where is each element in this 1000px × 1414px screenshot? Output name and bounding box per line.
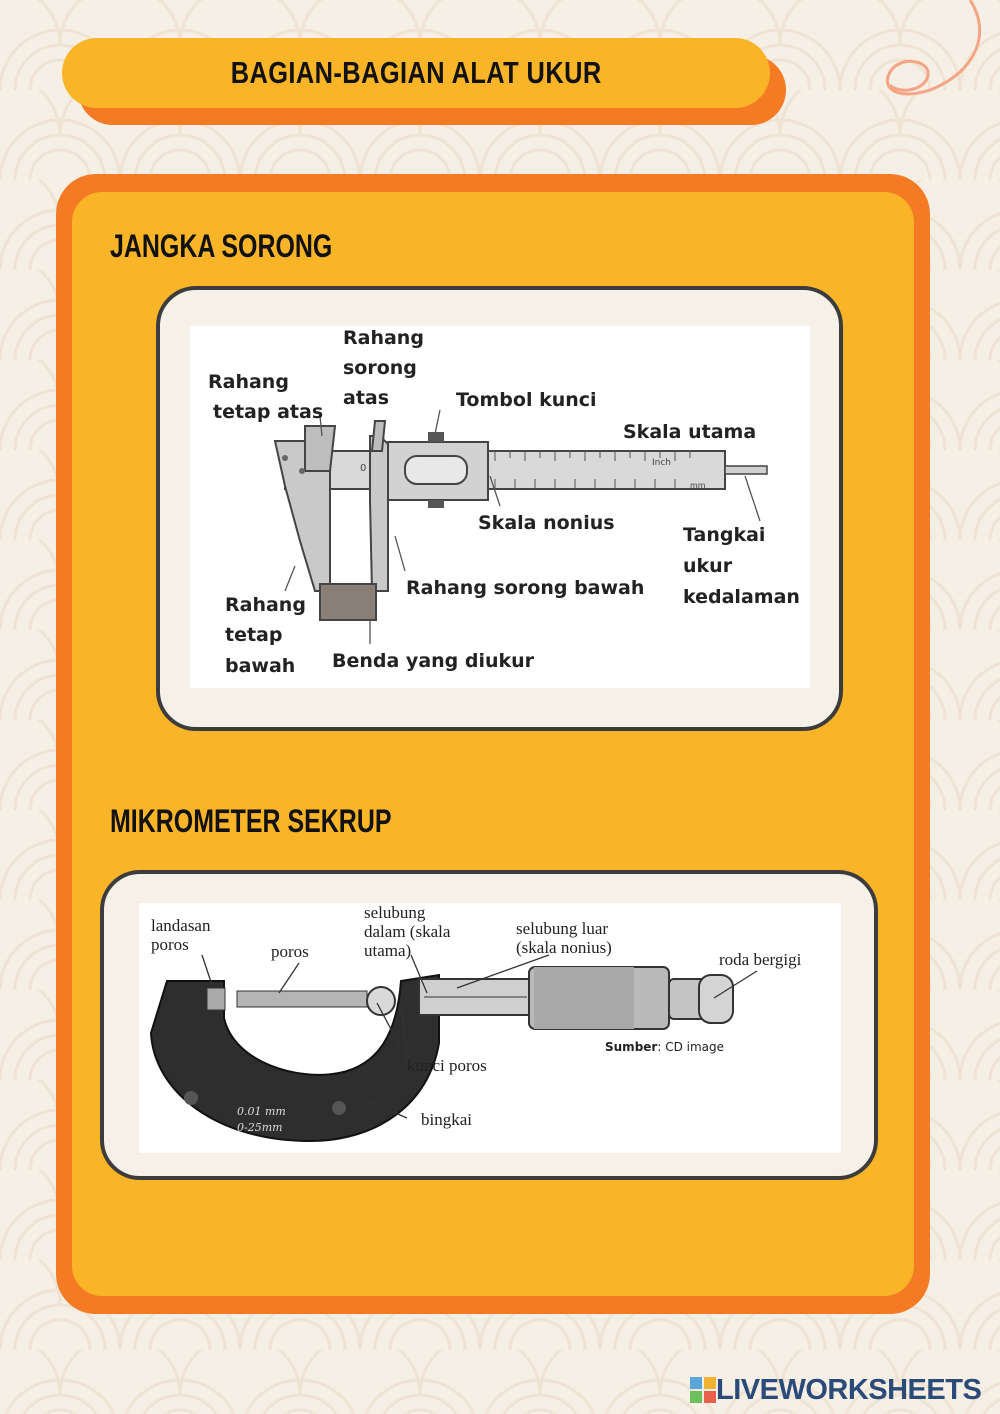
logo-grid-icon <box>690 1377 716 1403</box>
label-rahang-sorong-atas-1: Rahang <box>343 327 424 349</box>
label-tangkai-3: kedalaman <box>683 586 800 608</box>
swirl-decoration <box>870 0 1000 110</box>
label-selubung-dalam-1: selubung <box>364 903 426 922</box>
label-sumber-bold: Sumber <box>605 1040 658 1054</box>
frame-text-2: 0-25mm <box>237 1121 283 1134</box>
label-tangkai-1: Tangkai <box>683 524 766 546</box>
scale-zero-label: 0 <box>360 463 367 474</box>
label-selubung-luar-1: selubung luar <box>516 919 609 938</box>
label-tangkai-2: ukur <box>683 555 733 577</box>
micrometer-diagram <box>139 903 841 1153</box>
scale-mm-label: mm <box>690 481 706 490</box>
label-poros: poros <box>271 942 309 961</box>
page-title: BAGIAN-BAGIAN ALAT UKUR <box>230 55 602 90</box>
label-selubung-dalam-2: dalam (skala <box>364 922 451 941</box>
section-heading-jangka-sorong: JANGKA SORONG <box>110 228 333 264</box>
label-rahang-tetap-bawah-1: Rahang <box>225 594 306 616</box>
label-rahang-tetap-bawah-3: bawah <box>225 655 296 677</box>
liveworksheets-logo <box>690 1374 981 1406</box>
label-landasan-2: poros <box>151 935 189 954</box>
micrometer-illustration <box>139 903 841 1153</box>
scale-inch-label: Inch <box>652 458 672 468</box>
label-selubung-luar-2: (skala nonius) <box>516 938 612 957</box>
label-rahang-sorong-atas-3: atas <box>343 387 390 409</box>
svg-text:Sumber: CD image <box>605 1040 724 1054</box>
frame-text-1: 0.01 mm <box>237 1105 286 1118</box>
caliper-illustration <box>190 326 810 688</box>
label-benda: Benda yang diukur <box>332 650 535 672</box>
label-rahang-tetap-bawah-2: tetap <box>225 624 283 646</box>
label-skala-nonius: Skala nonius <box>478 512 615 534</box>
label-kunci-poros: kunci poros <box>407 1056 487 1075</box>
label-tombol-kunci: Tombol kunci <box>456 389 597 411</box>
label-rahang-sorong-atas-2: sorong <box>343 357 417 379</box>
title-bar <box>62 38 770 108</box>
label-sumber-rest: : CD image <box>657 1040 725 1054</box>
label-skala-utama: Skala utama <box>623 421 757 443</box>
caliper-diagram <box>190 326 810 688</box>
logo-text: LIVEWORKSHEETS <box>716 1373 982 1406</box>
label-rahang-tetap-atas-2: tetap atas <box>213 401 324 423</box>
label-rahang-tetap-atas-1: Rahang <box>208 371 289 393</box>
label-bingkai: bingkai <box>421 1110 472 1129</box>
label-rahang-sorong-bawah: Rahang sorong bawah <box>406 577 645 599</box>
label-landasan-1: landasan <box>151 916 211 935</box>
section-heading-mikrometer: MIKROMETER SEKRUP <box>110 803 392 839</box>
label-roda-bergigi: roda bergigi <box>719 950 802 969</box>
label-selubung-dalam-3: utama) <box>364 941 412 960</box>
